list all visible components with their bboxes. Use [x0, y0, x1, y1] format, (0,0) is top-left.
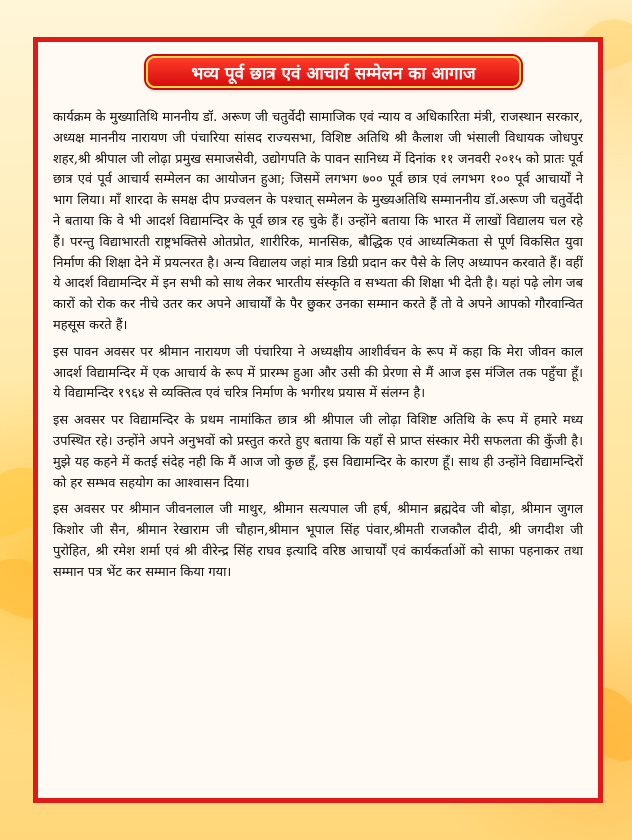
article-heading: भव्य पूर्व छात्र एवं आचार्य सम्मेलन का आगाज — [146, 56, 521, 88]
article-body — [53, 108, 583, 590]
article-frame — [33, 37, 603, 803]
paragraph: कार्यक्रम के मुख्यातिथि माननीय डॉ. अरूण जी चतुर्वेदी सामाजिक एवं न्याय व अधिकारिता मंत्री, राजस्थान सरकार, अध्यक्ष माननीय नारायण जी पंचारिया सांसद राज्यसभा, विशिष्ट अतिथि श्री कैलाश जी भंसाली विधायक जोधपुर शहर,श्री श्रीपाल जी लोढ़ा प्रमुख समाजसेवी, उद्योगपति के पावन सानिध्य में दिनांक ११ जनवरी २०१५ को प्रातः पूर्व छात्र एवं पूर्व आचार्य सम्मेलन का आयोजन हुआ; जिसमें लगभग ७०० पूर्व छात्र एवं लगभग १०० पूर्व आचार्यों ने भाग लिया। माँ शारदा के समक्ष दीप प्रज्वलन के पश्चात् सम्मेलन के मुख्यअतिथि सम्माननीय डॉ.अरूण जी चतुर्वेदी ने बताया कि वे भी आदर्श विद्यामन्दिर के पूर्व छात्र रह चुके हैं। उन्होंने बताया कि भारत में लाखों विद्यालय चल रहे हैं। परन्तु विद्याभारती राष्ट्रभक्तिसे ओतप्रोत, शारीरिक, मानसिक, बौद्धिक एवं आध्यत्मिकता से पूर्ण विकसित युवा निर्माण की शिक्षा देने में प्रयत्नरत है। अन्य विद्यालय जहां मात्र डिग्री प्रदान कर पैसे के लिए अध्यापन करवाते हैं। वहीं ये आदर्श विद्यामन्दिर में इन सभी को साथ लेकर भारतीय संस्कृति व सभ्यता की शिक्षा भी देती है। यहां पढ़े लोग जब कारों को रोक कर नीचे उतर कर अपने आचार्यों के पैर छुकर उनका सम्मान करते हैं तो वे अपने आपको गौरवान्वित महसूस करते हैं। — [53, 110, 583, 333]
paragraph: इस अवसर पर श्रीमान जीवनलाल जी माथुर, श्रीमान सत्यपाल जी हर्ष, श्रीमान ब्रह्मदेव जी बोड़ा, श्रीमान जुगल किशोर जी सैन, श्रीमान रेखाराम जी चौहान,श्रीमान भूपाल सिंह पंवार,श्रीमती राजकौल दीदी, श्री जगदीश जी पुरोहित, श्री रमेश शर्मा एवं श्री वीरेन्द्र सिंह राघव इत्यादि वरिष्ठ आचार्यों एवं कार्यकर्ताओं को साफा पहनाकर तथा सम्मान पत्र भेंट कर सम्मान किया गया। — [53, 502, 583, 580]
paragraph: इस अवसर पर विद्यामन्दिर के प्रथम नामांकित छात्र श्री श्रीपाल जी लोढ़ा विशिष्ट अतिथि के रूप में हमारे मध्य उपस्थित रहे। उन्होंने अपने अनुभवों को प्रस्तुत करते हुए बताया कि यहाँ से प्राप्त संस्कार मेरी सफलता की कुँजी है। मुझे यह कहने में कतई संदेह नही कि मैं आज जो कुछ हूँ, इस विद्यामन्दिर के कारण हूँ। साथ ही उन्होंने विद्यामन्दिरों को हर सम्भव सहयोग का आश्वासन दिया। — [53, 413, 583, 491]
title-banner — [146, 56, 521, 88]
paragraph: इस पावन अवसर पर श्रीमान नारायण जी पंचारिया ने अध्यक्षीय आशीर्वचन के रूप में कहा कि मेरा जीवन काल आदर्श विद्यामन्दिर में एक आचार्य के रूप में प्रारम्भ हुआ और उसी की प्रेरणा से मैं आज इस मंजिल तक पहुँचा हूँ। ये विद्यामन्दिर १९६४ से व्यक्तित्व एवं चरित्र निर्माण के भगीरथ प्रयास में संलग्न है। — [53, 344, 583, 402]
